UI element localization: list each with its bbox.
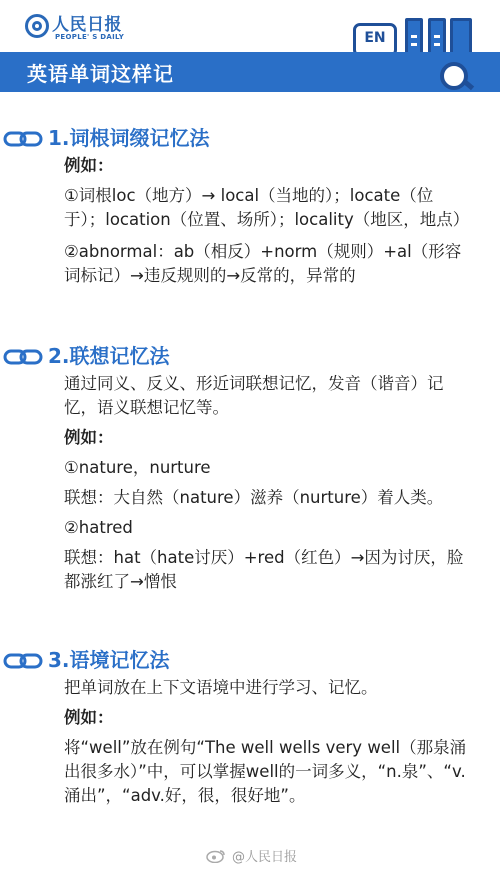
paragraph: 通过同义、反义、形近词联想记忆，发音（谐音）记忆，语义联想记忆等。	[64, 374, 444, 417]
en-badge-label: EN	[364, 30, 386, 46]
section-1	[0, 122, 500, 288]
paragraph: 将“well”放在例句“The well wells very well（那泉涌出很多水）”中，可以掌握well的一词多义，“n.泉”、“v.涌出”，“adv.好，很，很好地”。	[64, 738, 467, 805]
example-label: 例如：	[64, 708, 114, 727]
section-title: 2.联想记忆法	[48, 344, 170, 368]
paragraph: ②hatred	[64, 518, 133, 537]
paragraph: ②abnormal：ab（相反）+norm（规则）+al（形容词标记）→违反规则的→反常的，异常的	[64, 242, 462, 285]
paragraph: ①nature，nurture	[64, 458, 211, 477]
section-3	[0, 644, 500, 808]
section-title: 1.词根词缀记忆法	[48, 126, 210, 150]
weibo-icon	[206, 849, 226, 863]
watermark: @人民日报	[232, 850, 298, 865]
paragraph: 联想：hat（hate讨厌）+red（红色）→因为讨厌，脸都涨红了→憎恨	[64, 548, 464, 591]
section-2	[0, 340, 500, 594]
logo-name: 人民日报	[52, 15, 122, 35]
chain-link-icon	[3, 131, 43, 147]
paragraph: 把单词放在上下文语境中进行学习、记忆。	[64, 678, 378, 697]
chain-link-icon	[3, 653, 43, 669]
example-label: 例如：	[64, 428, 114, 447]
magnifier-icon	[440, 62, 468, 90]
paragraph: 联想：大自然（nature）滋养（nurture）着人类。	[64, 488, 444, 507]
at-logo-icon	[25, 14, 49, 38]
section-title: 3.语境记忆法	[48, 648, 170, 672]
page-title: 英语单词这样记	[27, 62, 174, 86]
chain-link-icon	[3, 349, 43, 365]
paragraph: ①词根loc（地方）→ local（当地的）；locate（位于）；location（位置、场所）；locality（地区，地点）	[64, 186, 470, 229]
logo-subtitle: PEOPLE' S DAILY	[55, 33, 125, 41]
example-label: 例如：	[64, 156, 114, 175]
